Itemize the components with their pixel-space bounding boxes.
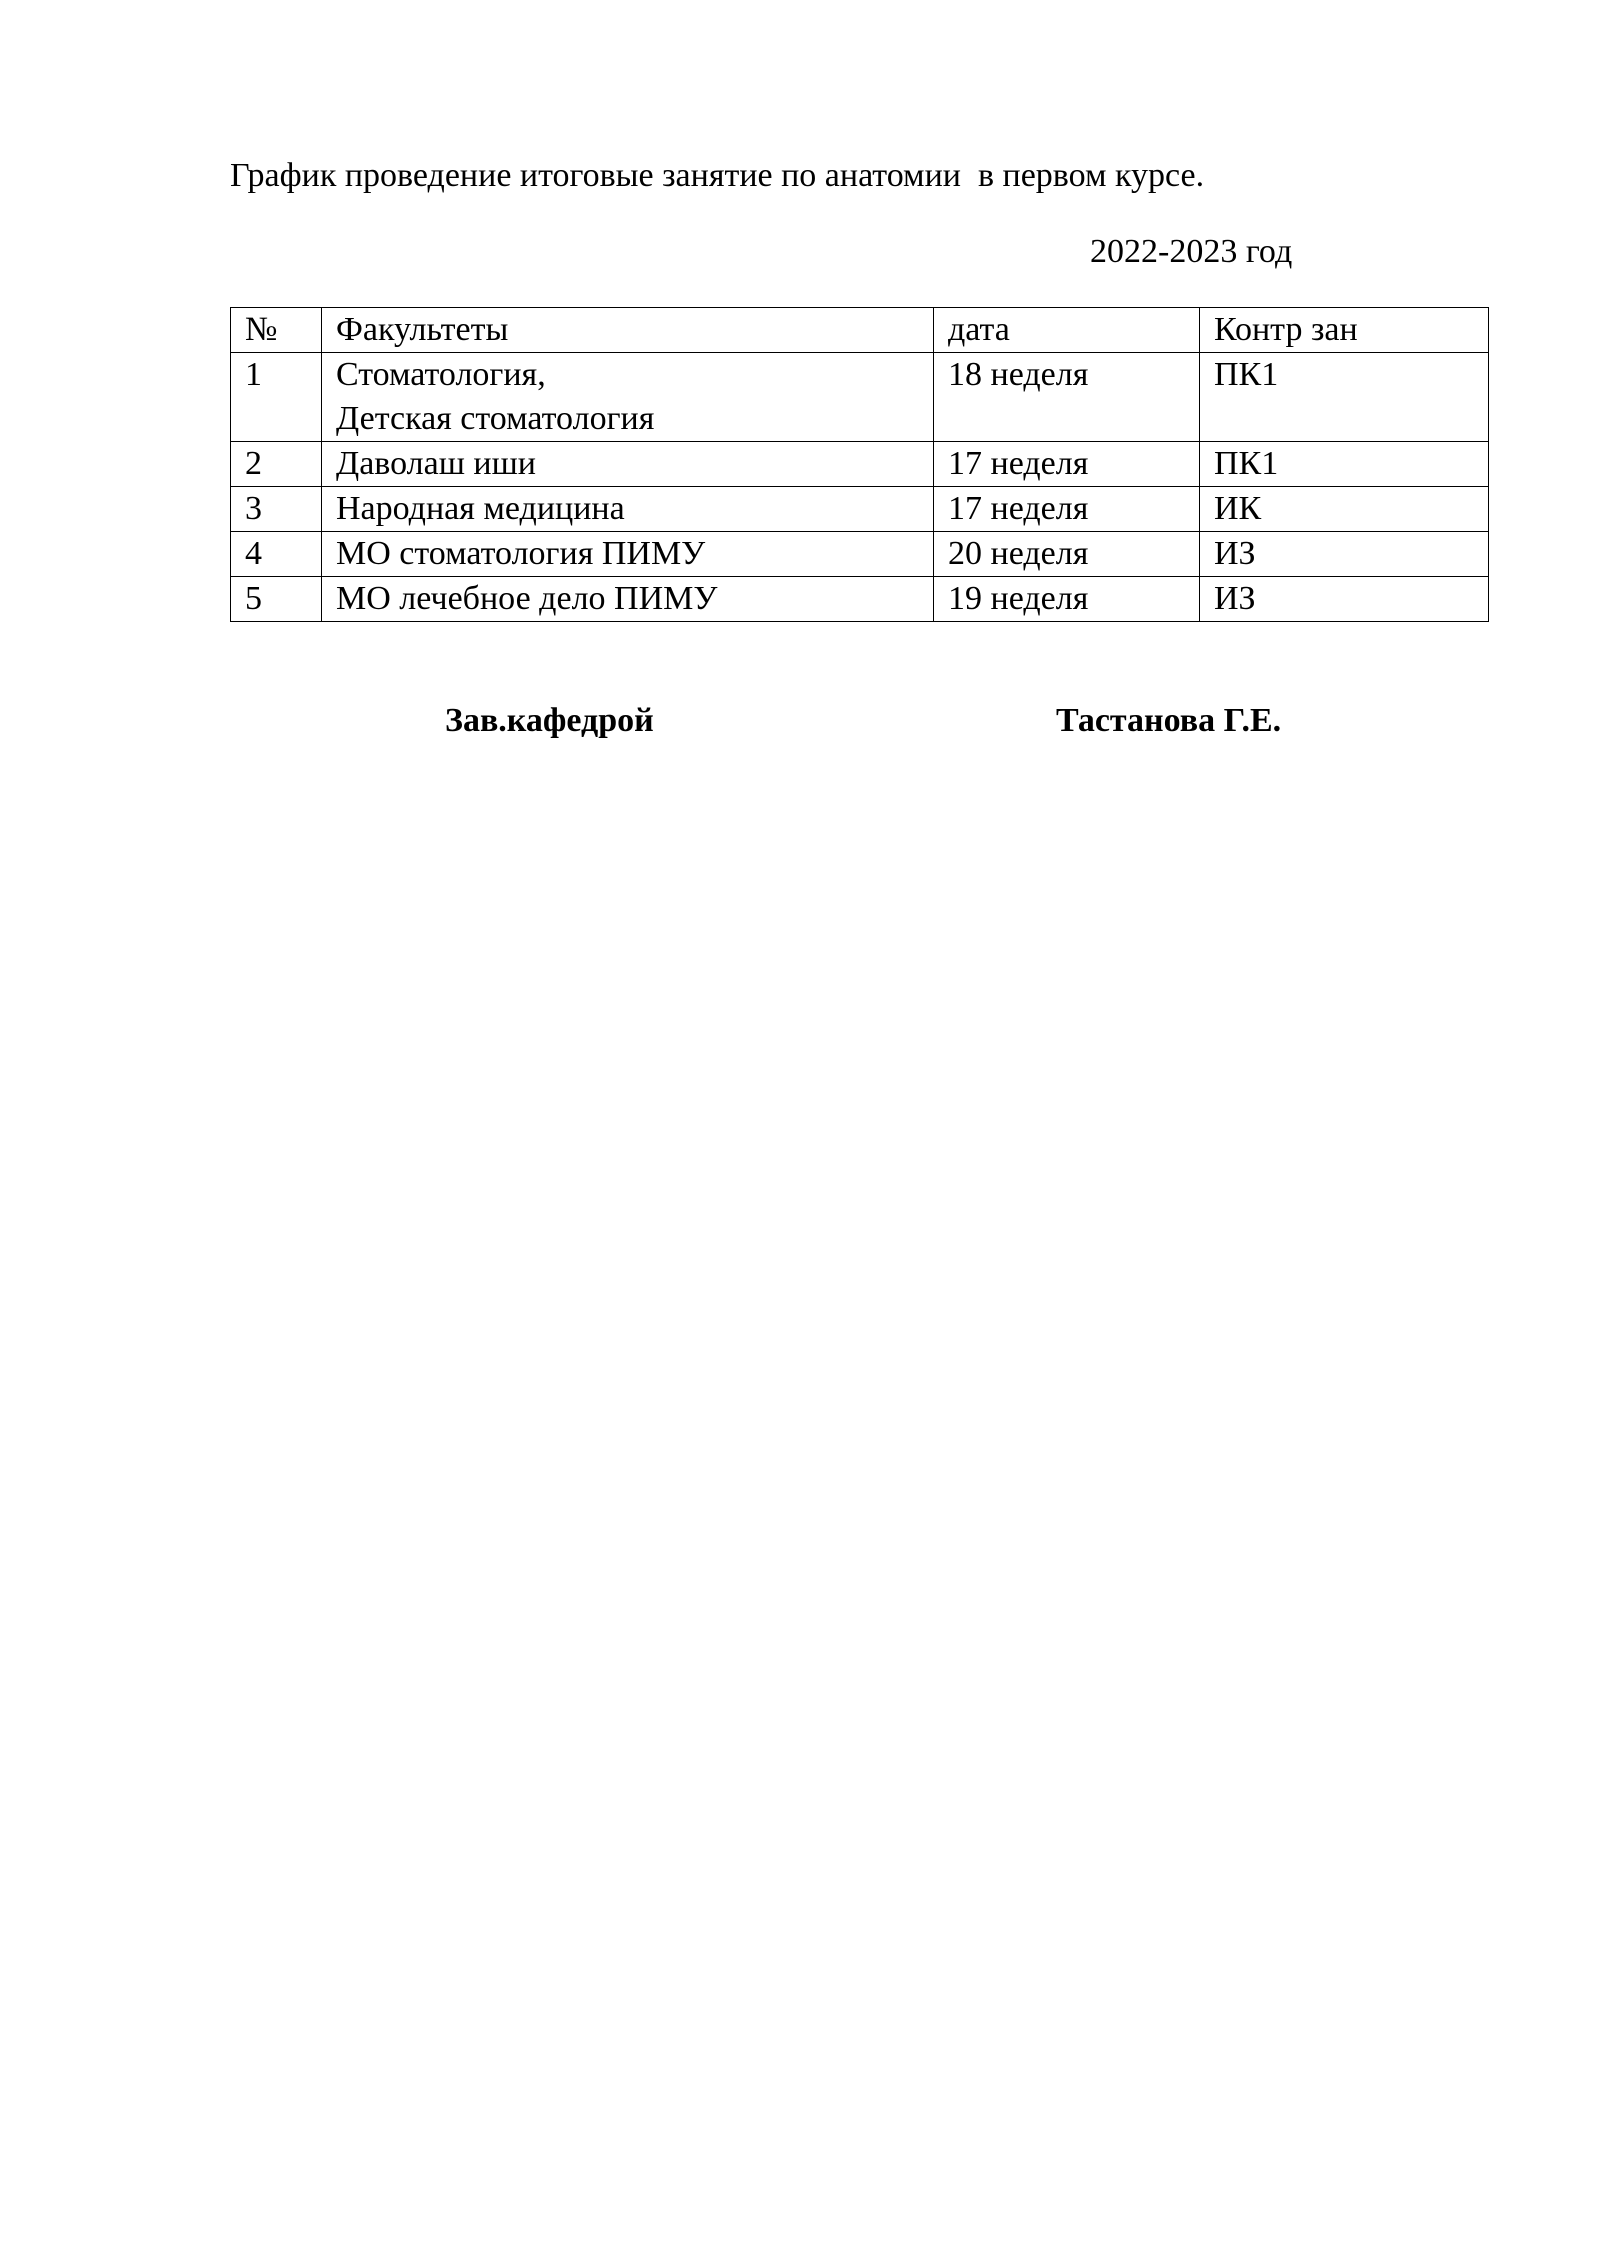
row-control: ИЗ	[1200, 577, 1489, 622]
faculty-line: Стоматология,	[336, 356, 546, 393]
table-row	[231, 487, 1489, 532]
row-number: 2	[231, 442, 322, 487]
table-header-row	[231, 308, 1489, 353]
row-faculty: Даволаш иши	[322, 442, 934, 487]
table-row	[231, 577, 1489, 622]
row-number: 3	[231, 487, 322, 532]
table-row	[231, 353, 1489, 442]
header-faculties: Факультеты	[322, 308, 934, 353]
table-row	[231, 442, 1489, 487]
row-control: ИК	[1200, 487, 1489, 532]
row-faculty: МО лечебное дело ПИМУ	[322, 577, 934, 622]
row-control: ПК1	[1200, 353, 1489, 442]
row-number: 5	[231, 577, 322, 622]
row-number: 1	[231, 353, 322, 442]
row-date: 17 неделя	[934, 487, 1200, 532]
row-faculty	[322, 353, 934, 442]
row-number: 4	[231, 532, 322, 577]
header-date: дата	[934, 308, 1200, 353]
row-date: 17 неделя	[934, 442, 1200, 487]
row-date: 20 неделя	[934, 532, 1200, 577]
row-control: ИЗ	[1200, 532, 1489, 577]
row-control: ПК1	[1200, 442, 1489, 487]
row-date: 19 неделя	[934, 577, 1200, 622]
academic-year: 2022-2023 год	[1090, 233, 1293, 270]
row-faculty: Народная медицина	[322, 487, 934, 532]
faculty-line: Детская стоматология	[336, 400, 655, 437]
row-date: 18 неделя	[934, 353, 1200, 442]
row-faculty: МО стоматология ПИМУ	[322, 532, 934, 577]
header-number: №	[231, 308, 322, 353]
header-control: Контр зан	[1200, 308, 1489, 353]
signature-name: Тастанова Г.Е.	[1056, 702, 1282, 739]
document-title: График проведение итоговые занятие по анатомии в первом курсе.	[230, 157, 1205, 194]
schedule-table	[230, 307, 1489, 622]
signature-position: Зав.кафедрой	[445, 702, 654, 739]
table-row	[231, 532, 1489, 577]
